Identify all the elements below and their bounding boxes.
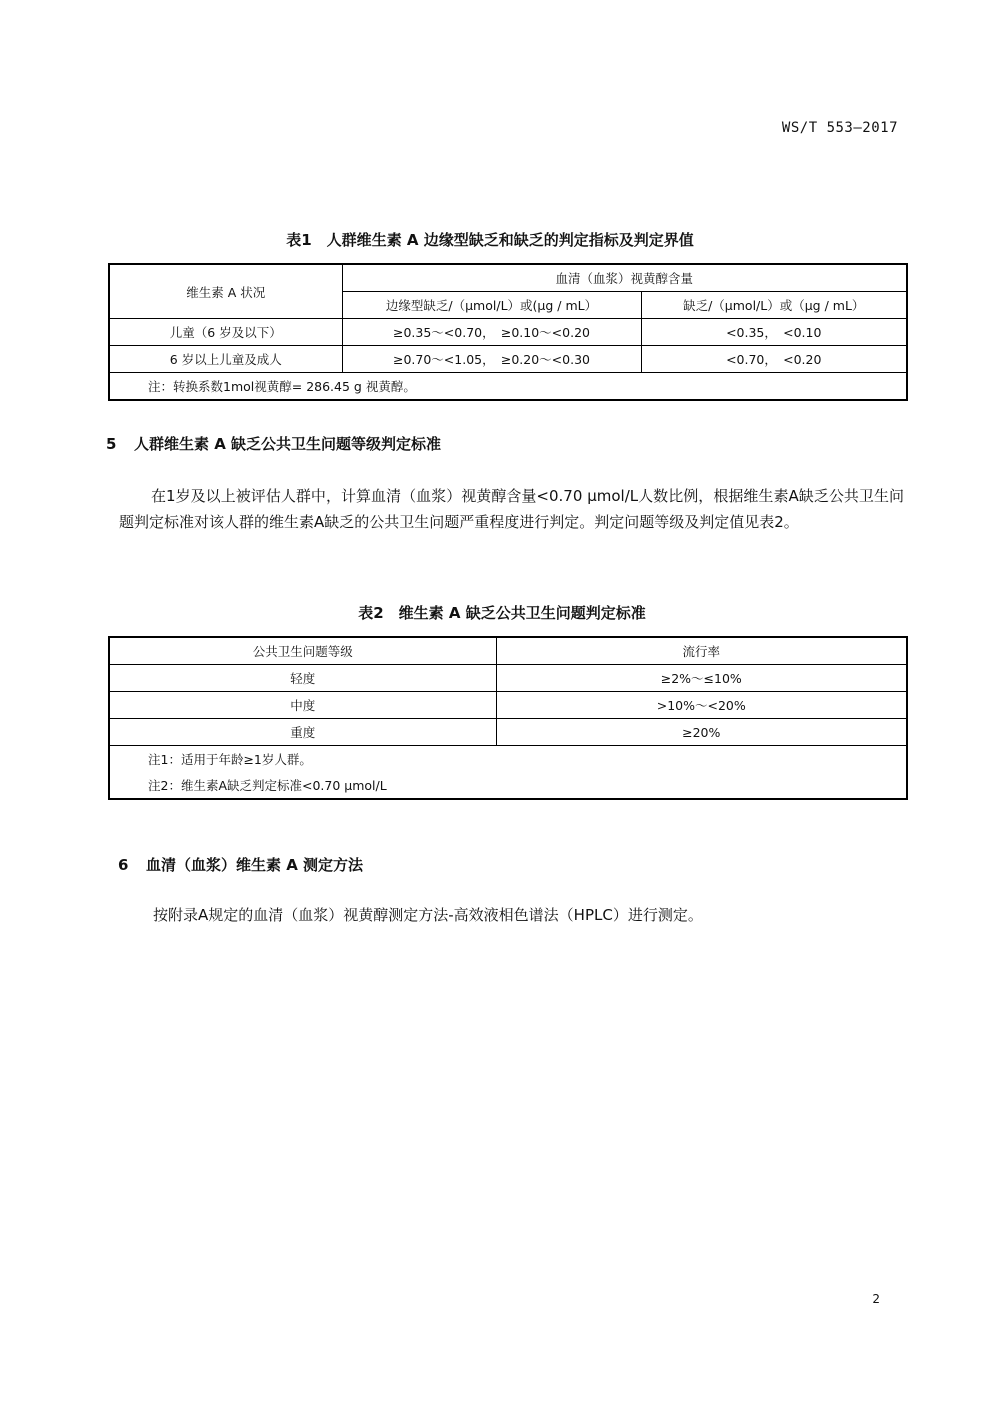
table1-cell-marginal: ≥0.35～<0.70， ≥0.10～<0.20 <box>342 319 641 346</box>
table1-header-group: 血清（血浆）视黄醇含量 <box>342 264 907 292</box>
table-row <box>109 692 907 719</box>
table1 <box>108 263 908 401</box>
table1-cell-deficient: <0.35， <0.10 <box>641 319 907 346</box>
table1-note: 注：转换系数1mol视黄醇= 286.45 g 视黄醇。 <box>109 373 907 401</box>
table1-header-deficient: 缺乏/（μmol/L）或（μg / mL） <box>641 292 907 319</box>
table-row <box>109 346 907 373</box>
page-number: 2 <box>872 1292 880 1306</box>
section5-heading <box>106 433 441 454</box>
section6-title: 血清（血浆）维生素 A 测定方法 <box>146 856 364 874</box>
section5-number: 5 <box>106 435 117 453</box>
document-code: WS/T 553—2017 <box>781 120 898 136</box>
section6-paragraph: 按附录A规定的血清（血浆）视黄醇测定方法-高效液相色谱法（HPLC）进行测定。 <box>153 906 703 924</box>
table1-cell-status: 6 岁以上儿童及成人 <box>109 346 342 373</box>
table2-note1: 注1：适用于年龄≥1岁人群。 <box>109 746 907 773</box>
table-row <box>109 719 907 746</box>
table2-header-prevalence: 流行率 <box>496 637 907 665</box>
section5-paragraph: 在1岁及以上被评估人群中，计算血清（血浆）视黄醇含量<0.70 μmol/L人数比例，根据维生素A缺乏公共卫生问题判定标准对该人群的维生素A缺乏的公共卫生问题严重程度进行判定。判定问题等级及判定值见表2。 <box>119 487 904 531</box>
table1-caption: 表1 人群维生素 A 边缘型缺乏和缺乏的判定指标及判定界值 <box>286 231 694 249</box>
section5-title: 人群维生素 A 缺乏公共卫生问题等级判定标准 <box>134 435 442 453</box>
section6-number: 6 <box>118 856 129 874</box>
table-row <box>109 665 907 692</box>
table2-cell-level: 重度 <box>109 719 496 746</box>
section6-heading <box>118 854 363 875</box>
table1-cell-marginal: ≥0.70～<1.05， ≥0.20～<0.30 <box>342 346 641 373</box>
table1-header-status: 维生素 A 状况 <box>109 264 342 319</box>
table2-cell-level: 中度 <box>109 692 496 719</box>
table1-cell-deficient: <0.70， <0.20 <box>641 346 907 373</box>
table2-caption: 表2 维生素 A 缺乏公共卫生问题判定标准 <box>358 604 646 622</box>
table2-header-level: 公共卫生问题等级 <box>109 637 496 665</box>
table2-note2: 注2：维生素A缺乏判定标准<0.70 μmol/L <box>109 772 907 799</box>
table1-cell-status: 儿童（6 岁及以下） <box>109 319 342 346</box>
table2-cell-prevalence: ≥20% <box>496 719 907 746</box>
table2-cell-prevalence: >10%～<20% <box>496 692 907 719</box>
table2 <box>108 636 908 800</box>
table2-cell-prevalence: ≥2%～≤10% <box>496 665 907 692</box>
table1-header-marginal: 边缘型缺乏/（μmol/L）或(μg / mL） <box>342 292 641 319</box>
table2-cell-level: 轻度 <box>109 665 496 692</box>
table-row <box>109 319 907 346</box>
